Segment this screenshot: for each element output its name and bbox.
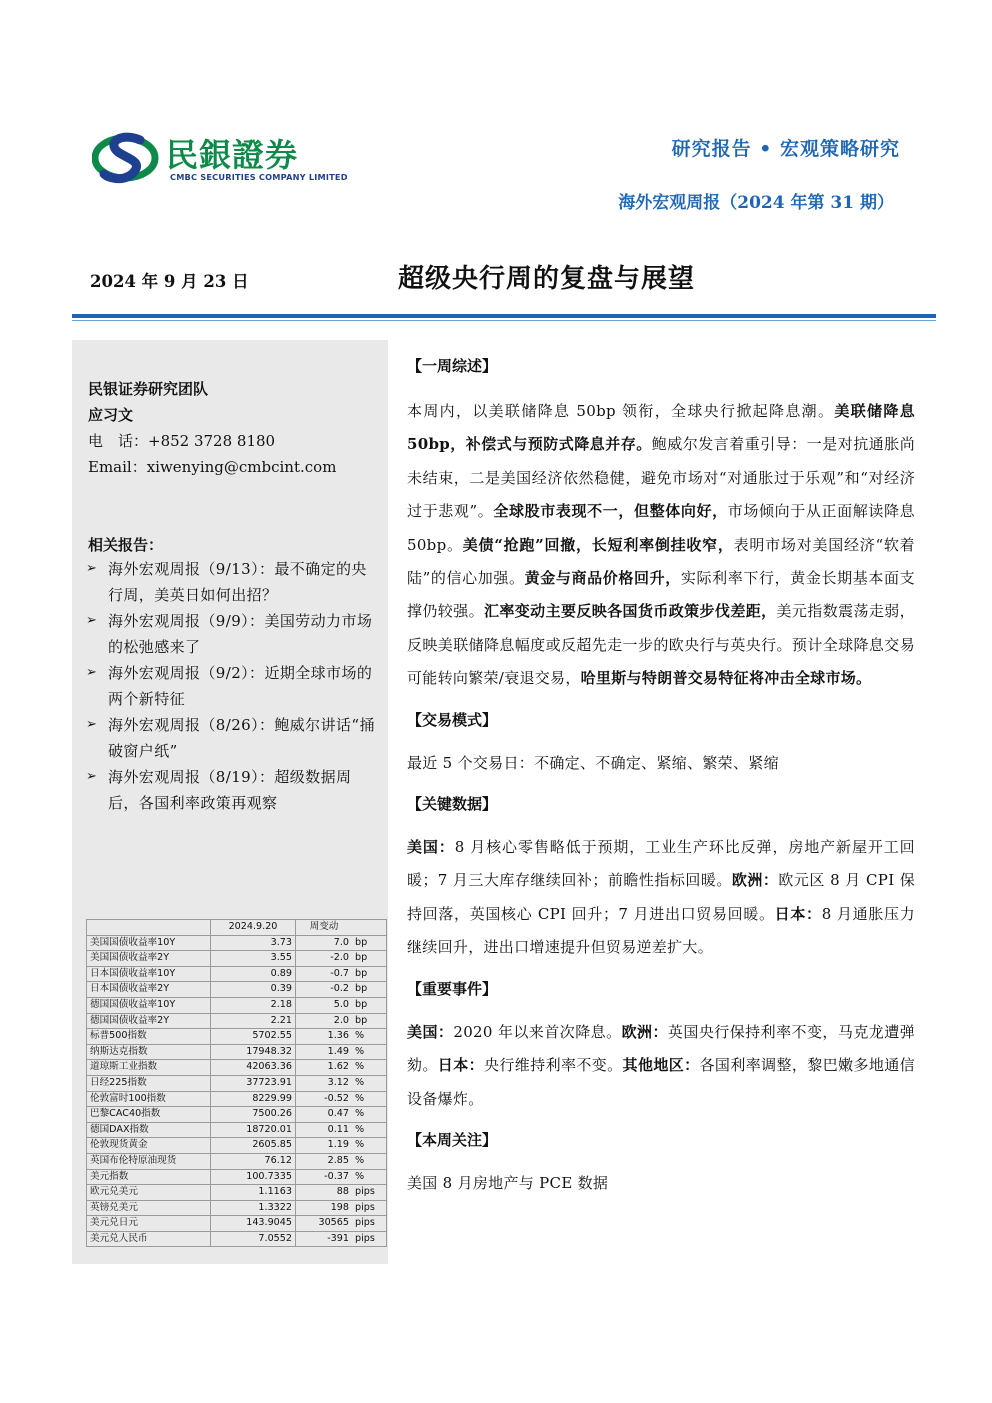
table-cell: 88 (296, 1185, 353, 1201)
table-cell: 3.73 (211, 935, 296, 951)
related-report-text: 海外宏观周报（9/2）：近期全球市场的两个新特征 (108, 664, 373, 708)
table-cell: bp (352, 951, 387, 967)
table-cell: bp (352, 982, 387, 998)
arrow-bullet-icon: ➢ (86, 769, 98, 784)
table-cell: % (352, 1107, 387, 1123)
market-data-table (86, 919, 387, 1247)
table-cell: % (352, 1122, 387, 1138)
arrow-bullet-icon: ➢ (86, 665, 98, 680)
table-cell: 5702.55 (211, 1029, 296, 1045)
table-cell: pips (352, 1200, 387, 1216)
section-heading-events: 【重要事件】 (407, 979, 498, 998)
table-cell: 76.12 (211, 1153, 296, 1169)
table-cell: 3.55 (211, 951, 296, 967)
table-cell: -0.37 (296, 1169, 353, 1185)
table-header-row (87, 920, 387, 936)
table-row (87, 1044, 387, 1060)
table-cell: 42063.36 (211, 1060, 296, 1076)
table-cell: 1.1163 (211, 1185, 296, 1201)
table-cell: 2.0 (296, 1013, 353, 1029)
table-row (87, 1107, 387, 1123)
table-cell: pips (352, 1216, 387, 1232)
summary-highlight: 哈里斯与特朗普交易特征将冲击全球市场。 (580, 669, 872, 688)
table-cell: pips (352, 1185, 387, 1201)
table-cell: 8229.99 (211, 1091, 296, 1107)
summary-highlight: 美债“抢跑”回撤，长短利率倒挂收窄， (462, 535, 734, 554)
table-row (87, 1029, 387, 1045)
table-cell: 巴黎CAC40指数 (87, 1107, 211, 1123)
brand-name-en: CMBC SECURITIES COMPANY LIMITED (170, 172, 348, 182)
table-cell: 伦敦富时100指数 (87, 1091, 211, 1107)
events-text: 央行维持利率不变。 (483, 1056, 623, 1075)
table-cell: 18720.01 (211, 1122, 296, 1138)
summary-paragraph (407, 395, 915, 696)
table-cell: 英镑兑美元 (87, 1200, 211, 1216)
table-cell: 143.9045 (211, 1216, 296, 1232)
table-cell: 标普500指数 (87, 1029, 211, 1045)
table-cell: % (352, 1138, 387, 1154)
header-rule-thin (72, 320, 936, 321)
table-row (87, 935, 387, 951)
table-cell: 2.85 (296, 1153, 353, 1169)
table-row (87, 1091, 387, 1107)
section-heading-watch: 【本周关注】 (407, 1130, 498, 1149)
table-header-cell (352, 920, 387, 936)
table-cell: 1.19 (296, 1138, 353, 1154)
summary-highlight: 美联储降息 50bp，补偿式与预防式降息并存。 (407, 402, 915, 454)
table-row (87, 966, 387, 982)
table-cell: bp (352, 997, 387, 1013)
events-text: 英国央行保持利率不变，马克龙遭弹劾。 (407, 1022, 915, 1075)
summary-highlight: 汇率变动主要反映各国货币政策步伐差距， (483, 602, 777, 621)
cmbc-s-logo-icon (92, 128, 162, 184)
author-phone: 电 话：+852 3728 8180 (88, 432, 276, 450)
brand-name-cn: 民銀證券 (166, 136, 299, 174)
main-content (407, 352, 915, 1200)
summary-text: 实际利率下行，黄金长期基本面支撑仍较强。 (407, 569, 915, 621)
region-label: 其他地区： (622, 1056, 700, 1075)
table-cell: 日经225指数 (87, 1075, 211, 1091)
table-cell: 0.39 (211, 982, 296, 998)
section-heading-trading: 【交易模式】 (407, 710, 498, 729)
table-cell: 198 (296, 1200, 353, 1216)
related-reports-title: 相关报告： (88, 536, 164, 554)
table-cell: -0.52 (296, 1091, 353, 1107)
key-data-paragraph (407, 831, 915, 965)
region-label: 欧洲： (621, 1022, 668, 1041)
table-cell: 美国国债收益率10Y (87, 935, 211, 951)
related-report-item[interactable] (86, 556, 378, 608)
header-rule (72, 314, 936, 318)
summary-text: 表明市场对美国经济“软着陆”的信心加强。 (407, 535, 915, 588)
table-cell: bp (352, 1013, 387, 1029)
related-reports-list (86, 556, 378, 816)
report-date: 2024 年 9 月 23 日 (90, 272, 249, 291)
summary-text: 鲍威尔发言着重引导：一是对抗通胀尚未结束，二是美国经济依然稳健，避免市场对“对通胀过于乐观”和“对经济过于悲观”。 (407, 435, 916, 521)
report-title: 超级央行周的复盘与展望 (398, 264, 696, 294)
table-header-cell: 周变动 (296, 920, 353, 936)
related-report-item[interactable] (86, 712, 378, 764)
table-cell: 德国DAX指数 (87, 1122, 211, 1138)
table-cell: 2605.85 (211, 1138, 296, 1154)
region-label: 欧洲： (731, 871, 779, 890)
table-cell: -0.7 (296, 966, 353, 982)
table-cell: 5.0 (296, 997, 353, 1013)
table-cell: 美国国债收益率2Y (87, 951, 211, 967)
table-cell: 2.21 (211, 1013, 296, 1029)
table-row (87, 1216, 387, 1232)
related-report-text: 海外宏观周报（8/26）：鲍威尔讲话“捅破窗户纸” (108, 716, 375, 760)
summary-text: 本周内，以美联储降息 50bp 领衔，全球央行掀起降息潮。 (407, 402, 835, 420)
report-series: 海外宏观周报（2024 年第 31 期） (618, 193, 894, 213)
table-row (87, 1200, 387, 1216)
watch-text: 美国 8 月房地产与 PCE 数据 (407, 1173, 609, 1192)
summary-highlight: 全球股市表现不一，但整体向好， (493, 502, 728, 521)
table-cell: 1.49 (296, 1044, 353, 1060)
report-category: 研究报告 • 宏观策略研究 (671, 138, 900, 160)
table-row (87, 1185, 387, 1201)
research-team: 民银证券研究团队 (88, 380, 209, 398)
section-heading-key-data: 【关键数据】 (407, 795, 498, 814)
table-cell: 7.0552 (211, 1231, 296, 1247)
table-header-cell: 2024.9.20 (211, 920, 296, 936)
summary-text: 市场倾向于从正面解读降息 50bp。 (407, 502, 915, 554)
table-cell: 伦敦现货黄金 (87, 1138, 211, 1154)
table-cell: pips (352, 1231, 387, 1247)
table-cell: 美元指数 (87, 1169, 211, 1185)
table-cell: 美元兑日元 (87, 1216, 211, 1232)
table-cell: % (352, 1075, 387, 1091)
table-cell: 0.89 (211, 966, 296, 982)
table-cell: -0.2 (296, 982, 353, 998)
table-cell: 欧元兑美元 (87, 1185, 211, 1201)
region-label: 日本： (774, 904, 822, 923)
related-report-text: 海外宏观周报（9/9）：美国劳动力市场的松弛感来了 (108, 612, 373, 656)
trading-mode-text: 最近 5 个交易日：不确定、不确定、紧缩、繁荣、紧缩 (407, 753, 779, 772)
table-cell: 30565 (296, 1216, 353, 1232)
related-report-text: 海外宏观周报（8/19）：超级数据周后，各国利率政策再观察 (108, 768, 352, 812)
table-cell: 7500.26 (211, 1107, 296, 1123)
summary-highlight: 黄金与商品价格回升， (524, 569, 681, 588)
region-label: 美国： (407, 838, 455, 857)
table-cell: 道琼斯工业指数 (87, 1060, 211, 1076)
table-cell: % (352, 1153, 387, 1169)
table-cell: 37723.91 (211, 1075, 296, 1091)
table-cell: 0.47 (296, 1107, 353, 1123)
table-cell: % (352, 1060, 387, 1076)
table-cell: bp (352, 966, 387, 982)
author-email: Email：xiwenying@cmbcint.com (88, 458, 337, 476)
key-data-text: 欧元区 8 月 CPI 保持回落，英国核心 CPI 回升；7 月进出口贸易回暖。 (407, 871, 915, 923)
table-cell: 1.3322 (211, 1200, 296, 1216)
region-label: 美国： (407, 1022, 454, 1041)
table-cell: 美元兑人民币 (87, 1231, 211, 1247)
table-cell: 日本国债收益率2Y (87, 982, 211, 998)
related-report-text: 海外宏观周报（9/13）：最不确定的央行周，美英日如何出招？ (108, 560, 367, 604)
table-header-cell (87, 920, 211, 936)
table-cell: 17948.32 (211, 1044, 296, 1060)
table-cell: % (352, 1044, 387, 1060)
key-data-text: 8 月核心零售略低于预期，工业生产环比反弹，房地产新屋开工回暖；7 月三大库存继续回补；前瞻性指标回暖。 (407, 838, 915, 890)
table-cell: % (352, 1169, 387, 1185)
arrow-bullet-icon: ➢ (86, 717, 98, 732)
summary-text: 美元指数震荡走弱，反映美联储降息幅度或反超先走一步的欧央行与英央行。预计全球降息交易可能转向繁荣/衰退交易， (407, 602, 915, 688)
arrow-bullet-icon: ➢ (86, 613, 98, 628)
table-row (87, 1169, 387, 1185)
table-cell: 1.62 (296, 1060, 353, 1076)
author-name: 应习文 (88, 406, 134, 424)
table-cell: % (352, 1029, 387, 1045)
table-cell: 7.0 (296, 935, 353, 951)
table-cell: 德国国债收益率2Y (87, 1013, 211, 1029)
arrow-bullet-icon: ➢ (86, 561, 98, 576)
related-report-item[interactable] (86, 764, 378, 816)
table-row (87, 1075, 387, 1091)
table-row (87, 997, 387, 1013)
related-report-item[interactable] (86, 660, 378, 712)
table-row (87, 1122, 387, 1138)
table-cell: 1.36 (296, 1029, 353, 1045)
events-paragraph (407, 1016, 915, 1116)
table-row (87, 1153, 387, 1169)
company-logo (92, 128, 352, 190)
table-row (87, 1060, 387, 1076)
table-cell: 日本国债收益率10Y (87, 966, 211, 982)
table-cell: bp (352, 935, 387, 951)
table-cell: 德国国债收益率10Y (87, 997, 211, 1013)
table-cell: 英国布伦特原油现货 (87, 1153, 211, 1169)
table-cell: -391 (296, 1231, 353, 1247)
events-text: 各国利率调整，黎巴嫩多地通信设备爆炸。 (407, 1056, 915, 1108)
table-row (87, 1231, 387, 1247)
events-text: 2020 年以来首次降息。 (453, 1022, 622, 1041)
key-data-text: 8 月通胀压力继续回升，进出口增速提升但贸易逆差扩大。 (407, 904, 915, 957)
table-cell: -2.0 (296, 951, 353, 967)
table-cell: % (352, 1091, 387, 1107)
related-report-item[interactable] (86, 608, 378, 660)
table-cell: 3.12 (296, 1075, 353, 1091)
table-cell: 0.11 (296, 1122, 353, 1138)
table-cell: 2.18 (211, 997, 296, 1013)
table-cell: 100.7335 (211, 1169, 296, 1185)
table-row (87, 951, 387, 967)
section-heading-summary: 【一周综述】 (407, 357, 498, 375)
table-row (87, 1013, 387, 1029)
table-cell: 纳斯达克指数 (87, 1044, 211, 1060)
table-row (87, 982, 387, 998)
table-row (87, 1138, 387, 1154)
region-label: 日本： (437, 1056, 484, 1075)
